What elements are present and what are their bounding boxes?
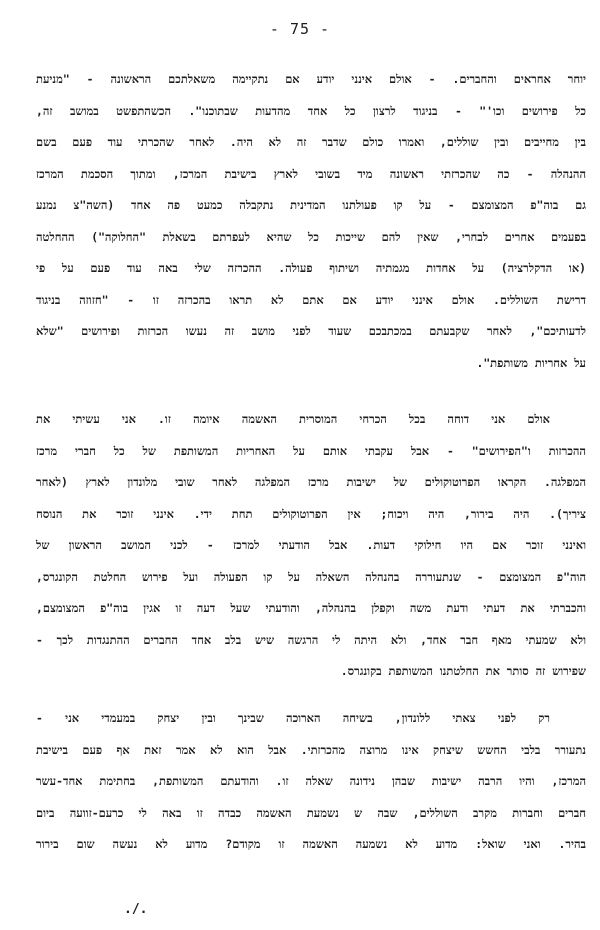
paragraph-2 — [36, 404, 586, 688]
text-line: ההנהלה - כה שהכרזתי ראשונה מיד בשובי לארץ בישיבת המרכז, ומתוך הסכמת המרכז — [36, 166, 586, 181]
text-line: ואינני זוכר אם היו חילוקי דעות. אבל הודעתי למרכז - לכני המושב הראשון של — [36, 538, 586, 552]
paragraph-3 — [36, 703, 586, 861]
text-line: הוה"פ המצומצם - שנתעוררה בהנהלה השאלה על קו הפעולה ועל פירוש החלטת הקונגרס, — [36, 569, 586, 584]
text-line: רק לפני צאתי ללונדון, בשיחה הארוכה שבינך ובין יצחק במעמדי אני - — [36, 711, 550, 725]
text-line: לדעותיכם", לאחר שקבעתם במכתבכם שעוד לפני מושב זה נעשו הכרזות ופירושים "שלא — [36, 324, 586, 338]
text-line: נתעורר בלבי החשש שיצחק אינו מרוצה מהכרזתי. אבל הוא לא אמר זאת אף פעם בישיבת — [36, 742, 586, 757]
text-line: דרישת השוללים. אולם אינני יודע אם אתם לא תראו בהכרזה זו - "חזוזה בניגוד — [36, 292, 586, 307]
text-line: המרכז, והיו הרבה ישיבות שבהן נידונה שאלה זו. והודעתם המשותפת, בחתימת אחד-עשר — [36, 774, 586, 788]
text-line: כל פירושים וכו'" - בניגוד לרצון כל אחד מהדעות שבתוכנו". הכשהתפשט במושב זה, — [36, 103, 586, 118]
text-line: (או הדקלרציה) על אחדות מגמתיה ושיתוף פעולה. ההכרזה שלי באה עוד פעם על פי — [36, 261, 586, 275]
text-line: יוחר אחראים והחברים. - אולם אינני יודע אם נתקיימה משאלתכם הראשונה - "מניעת — [36, 72, 586, 86]
text-line: על אחריות משותפת". — [476, 355, 586, 370]
text-line: בין מחייבים ובין שוללים, ואמרו כולם שדבר זה לא היה. לאחר שהכרתי עוד פעם בשם — [36, 135, 586, 149]
text-line: גם בוה"פ המצומצם - על קו פעולתנו המדינית נתקבלה כמעט פה אחד (השה"צ נמנע — [36, 198, 586, 212]
text-line: חברים וחברות מקרב השוללים, שבה ש נשמעת האשמה כבדה זו באה לי כרעם-זוועה ביום — [36, 805, 586, 820]
page-number: - 75 - — [269, 20, 331, 38]
text-line: ולא שמעתי מאף חבר אחד, ולא היתה לי הרגשה שיש בלב אחד החברים ההתנגדות לכך - — [36, 632, 586, 647]
text-line: ציריך). היה בירור, היה ויכוח; אין הפרוטוקולים תחת ידי. אינני זוכר את הנוסח — [36, 506, 586, 521]
text-line: ההכרזות ו"הפירושים" - אבל עקבתי אותם על האחריות המשותפת של כל חברי מרכז — [36, 443, 586, 458]
text-line: והכברתי את דעתי ודעת משה וקפלן בהנהלה, והודעתי שעל דעה זו אגין בוה"פ המצומצם, — [36, 601, 586, 615]
text-line: בפעמים אחרים לבחרי, שאין להם שייכות כל שהיא לעפרתם בשאלת "החלוקה") ההחלטה — [36, 229, 586, 244]
continuation-mark: ./. — [124, 902, 148, 917]
paragraph-1 — [36, 64, 586, 379]
text-line: המפלגה. הקראו הפרוטוקולים של ישיבות מרכז המפלגה לאחר שובי מלונדון לארץ (לאחר — [36, 475, 586, 489]
text-line: אולם אני דוחה בכל הכרחי המוסרית האשמה איומה זו. אני עשיתי את — [36, 412, 550, 426]
text-line: שפירוש זה סותר את החלטתנו המשותפת בקונגרס. — [340, 664, 586, 678]
text-line: בהיר. ואני שואל: מדוע לא נשמעה האשמה זו מקודם? מדוע לא נעשה שום בירור — [36, 837, 586, 851]
